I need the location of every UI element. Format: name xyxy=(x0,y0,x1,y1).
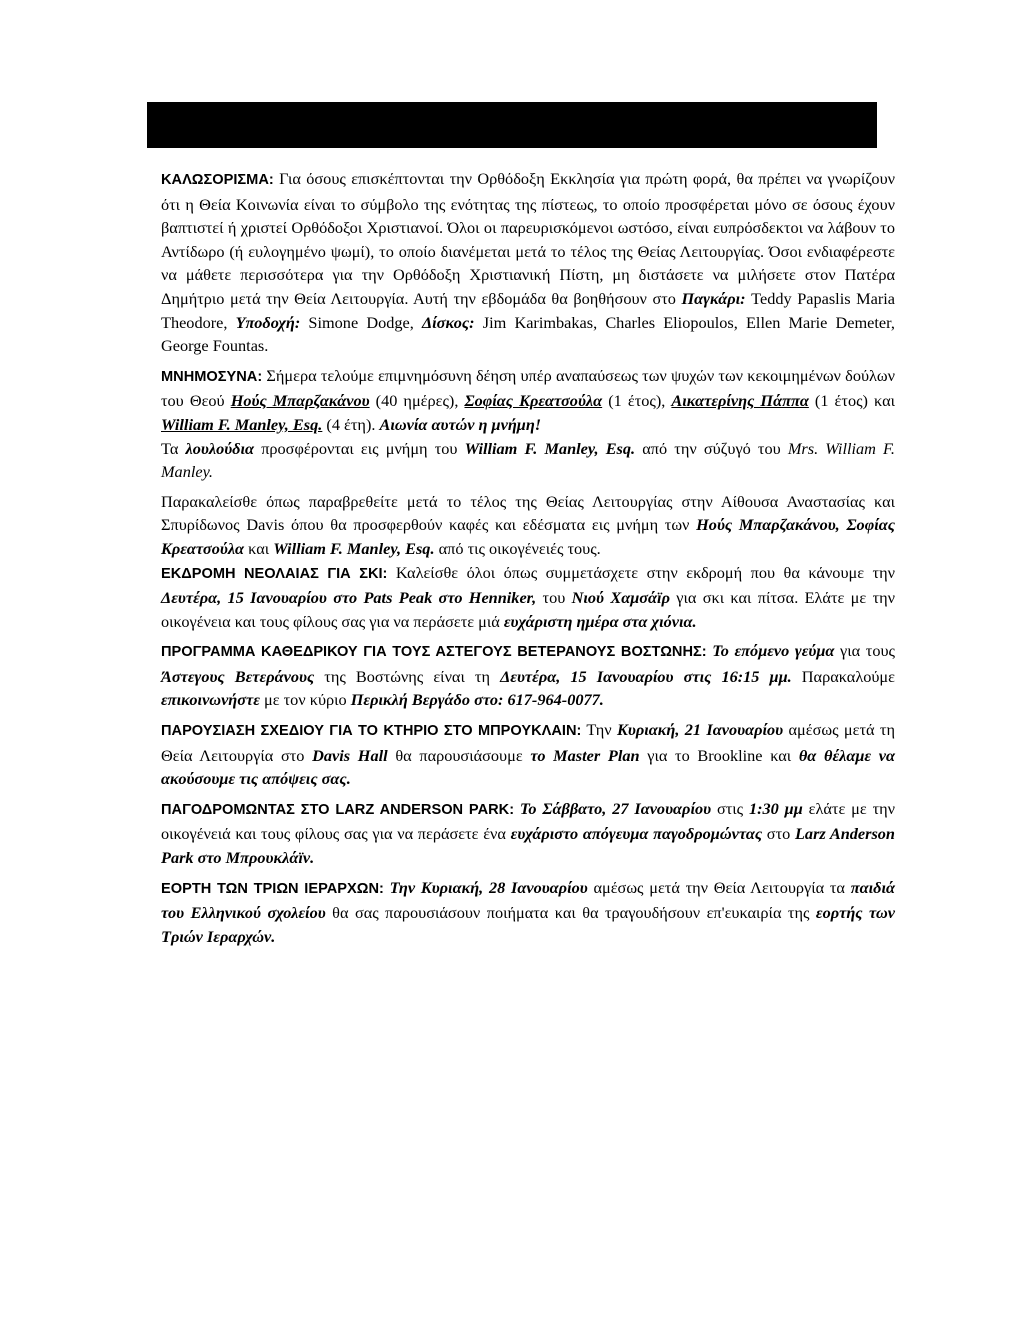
phone-number: : 617-964-0077. xyxy=(498,690,604,710)
memorial-closing: Αιωνία αυτών η μνήμη! xyxy=(379,414,542,434)
brookline-heading: ΠΑΡΟΥΣΙΑΣΗ ΣΧΕΔΙΟΥ ΓΙΑ ΤΟ ΚΤΗΡΙΟ ΣΤΟ ΜΠΡΟΥΚΛΑΙΝ: xyxy=(161,723,582,740)
memorial-heading: ΜΝΗΜΟΣΥΝΑ: xyxy=(161,368,263,385)
hierarchs-heading: ΕΟΡΤΗ ΤΩΝ ΤΡΙΩΝ ΙΕΡΑΡΧΩΝ: xyxy=(161,880,384,897)
label-pangari: Παγκάρι: xyxy=(681,288,746,308)
flowers-paragraph: Τα λουλούδια προσφέρονται εις μνήμη του William F. Manley, Esq. από την σύζυγό του Mrs. William F. Manley. xyxy=(161,438,895,482)
welcome-paragraph: ΚΑΛΩΣΟΡΙΣΜΑ: Για όσους επισκέπτονται την Ορθόδοξη Εκκλησία για πρώτη φορά, θα πρέπει να γνωρίζουν ότι η Θεία Κοινωνία είναι το σύμβολο της ενότητας της πίστεως, το οποίο προσφέρεται μόνο σε όσους έχουν βαπτιστεί ή χριστεί Ορθόδοξοι Χριστιανοί. Όλοι οι παρευρισκόμενοι ωστόσο, είναι ευπρόσδεκτοι να λάβουν το Αντίδωρο (ή ευλογημένο ψωμί), το οποίο διανέμεται μετά το τέλος της Θείας Λειτουργίας. Όσοι ενδιαφέρεστε να μάθετε περισσότερα για την Ορθόδοξη Χριστιανική Πίστη, μη διστάσετε να μιλήσετε στον Πατέρα Δημήτριο μετά την Θεία Λειτουργία. Αυτή την εβδομάδα θα βοηθήσουν στο Παγκάρι: Teddy Papaslis Maria Theodore, Υποδοχή: Simone Dodge, Δίσκος: Jim Karimbakas, Charles Eliopoulos, Ellen Marie Demeter, George Fountas. xyxy=(161,169,895,356)
ski-heading: ΕΚΔΡΟΜΗ ΝΕΟΛΑΙΑΣ ΓΙΑ ΣΚΙ: xyxy=(161,565,388,582)
memorial-name: Σοφίας Κρεατσούλα xyxy=(464,391,603,411)
header-bar xyxy=(147,102,877,148)
label-diskos: Δίσκος: xyxy=(421,312,475,332)
skating-paragraph: ΠΑΓΟΔΡΟΜΩΝΤΑΣ ΣΤΟ LARZ ANDERSON PARK: Το Σάββατο, 27 Ιανουαρίου στις 1:30 μμ ελάτε με την οικογένειά και τους φίλους σας για να περάσετε ένα ευχάριστο απόγευμα παγοδρομώντας στο Larz Anderson Park στο Μπρουκλάϊν. xyxy=(161,798,896,868)
memorial-name: William F. Manley, Esq. xyxy=(161,414,323,434)
brookline-paragraph: ΠΑΡΟΥΣΙΑΣΗ ΣΧΕΔΙΟΥ ΓΙΑ ΤΟ ΚΤΗΡΙΟ ΣΤΟ ΜΠΡΟΥΚΛΑΙΝ: Την Κυριακή, 21 Ιανουαρίου αμέσως μετά τη Θεία Λειτουργία στο Davis Hall θα παρουσιάσουμε το Master Plan για το Brookline και θα θέλαμε να ακούσουμε τις απόψεις σας. xyxy=(161,720,896,789)
veterans-heading: ΠΡΟΓΡΑΜΜΑ ΚΑΘΕΔΡΙΚΟΥ ΓΙΑ ΤΟΥΣ ΑΣΤΕΓΟΥΣ ΒΕΤΕΡΑΝΟΥΣ ΒΟΣΤΩΝΗΣ: xyxy=(161,644,707,661)
memorial-name: Αικατερίνης Πάππα xyxy=(671,391,809,411)
memorial-paragraph: ΜΝΗΜΟΣΥΝΑ: Σήμερα τελούμε επιμνημόσυνη δέηση υπέρ αναπαύσεως των ψυχών των κεκοιμημένων δούλων του Θεού Ηούς Μπαρζακάνου (40 ημέρες), Σοφίας Κρεατσούλα (1 έτος), Αικατερίνης Πάππα (1 έτος) και William F. Manley, Esq. (4 έτη). Αιωνία αυτών η μνήμη! xyxy=(161,365,895,434)
label-ypodochi: Υποδοχή: xyxy=(235,312,301,332)
coffee-paragraph: Παρακαλείσθε όπως παραβρεθείτε μετά το τέλος της Θείας Λειτουργίας στην Αίθουσα Αναστασίας και Σπυρίδωνος Davis όπου θα προσφερθούν καφές και εδέσματα εις μνήμη των Ηούς Μπαρζακάνου, Σοφίας Κρεατσούλα και William F. Manley, Esq. από τις οικογένειές τους. xyxy=(161,491,896,558)
announcements xyxy=(161,167,895,954)
veterans-paragraph: ΠΡΟΓΡΑΜΜΑ ΚΑΘΕΔΡΙΚΟΥ ΓΙΑ ΤΟΥΣ ΑΣΤΕΓΟΥΣ ΒΕΤΕΡΑΝΟΥΣ ΒΟΣΤΩΝΗΣ: Το επόμενο γεύμα για τους Άστεγους Βετεράνους της Βοστώνης είναι τη Δευτέρα, 15 Ιανουαρίου στις 16:15 μμ. Παρακαλούμε επικοινωνήστε με τον κύριο Περικλή Βεργάδο στο: 617-964-0077. xyxy=(161,641,895,710)
hierarchs-paragraph: ΕΟΡΤΗ ΤΩΝ ΤΡΙΩΝ ΙΕΡΑΡΧΩΝ: Την Κυριακή, 28 Ιανουαρίου αμέσως μετά την Θεία Λειτουργία τα παιδιά του Ελληνικού σχολείου θα σας παρουσιάσουν ποιήματα και θα τραγουδήσουν επ'ευκαιρία της εορτής των Τριών Ιεραρχών. xyxy=(161,877,895,946)
welcome-heading: ΚΑΛΩΣΟΡΙΣΜΑ: xyxy=(161,172,274,188)
memorial-name: Ηούς Μπαρζακάνου xyxy=(230,391,370,411)
ski-paragraph: ΕΚΔΡΟΜΗ ΝΕΟΛΑΙΑΣ ΓΙΑ ΣΚΙ: Καλείσθε όλοι όπως συμμετάσχετε στην εκδρομή που θα κάνουμε την Δευτέρα, 15 Ιανουαρίου στο Pats Peak στο Henniker, του Νιού Χαμσάϊρ για σκι και πίτσα. Ελάτε με την οικογένεια και τους φίλους σας για να περάσετε μιά ευχάριστη ημέρα στα χιόνια. xyxy=(161,562,895,631)
skating-heading: ΠΑΓΟΔΡΟΜΩΝΤΑΣ ΣΤΟ LARZ ANDERSON PARK: xyxy=(161,801,515,818)
